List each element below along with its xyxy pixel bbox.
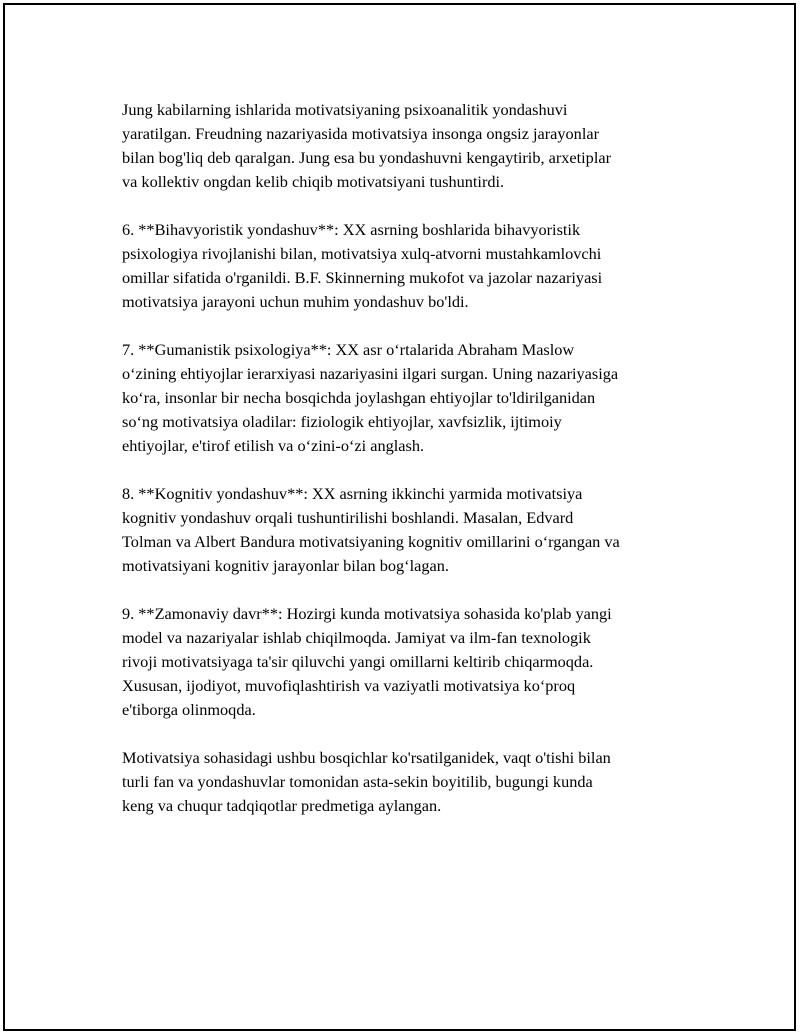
paragraph-jung-psychoanalytic: Jung kabilarning ishlarida motivatsiyaning psixoanalitik yondashuvi yaratilgan. Freudning nazariyasida motivatsiya insonga ongsiz jarayonlar bilan bog'liq deb qaralgan. Jung esa bu yondashuvni kengaytirib, arxetiplar va kollektiv ongdan kelib chiqib motivatsiyani tushuntirdi. <box>122 100 611 191</box>
page-frame <box>3 3 796 1031</box>
paragraph-modern-era: 9. **Zamonaviy davr**: Hozirgi kunda motivatsiya sohasida ko'plab yangi model va nazariyalar ishlab chiqilmoqda. Jamiyat va ilm-fan texnologik rivoji motivatsiyaga ta'sir qiluvchi yangi omillarni keltirib chiqarmoqda. Xususan, ijodiyot, muvofiqlashtirish va vaziyatli motivatsiya ko‘proq e'tiborga olinmoqda. <box>122 604 612 719</box>
paragraph-cognitive-approach: 8. **Kognitiv yondashuv**: XX asrning ikkinchi yarmida motivatsiya kognitiv yondashuv orqali tushuntirilishi boshlandi. Masalan, Edvard Tolman va Albert Bandura motivatsiyaning kognitiv omillarini o‘rgangan va motivatsiyani kognitiv jarayonlar bilan bog‘lagan. <box>122 484 620 575</box>
paragraph-humanistic-psychology: 7. **Gumanistik psixologiya**: XX asr o‘rtalarida Abraham Maslow o‘zining ehtiyojlar ierarxiyasi nazariyasini ilgari surgan. Uning nazariyasiga ko‘ra, insonlar bir necha bosqichda joylashgan ehtiyojlar to'ldirilganidan so‘ng motivatsiya oladilar: fiziologik ehtiyojlar, xavfsizlik, ijtimoiy ehtiyojlar, e'tirof etilish va o‘zini-o‘zi anglash. <box>122 340 619 455</box>
paragraph-conclusion: Motivatsiya sohasidagi ushbu bosqichlar ko'rsatilganidek, vaqt o'tishi bilan turli fan va yondashuvlar tomonidan asta-sekin boyitilib, bugungi kunda keng va chuqur tadqiqotlar predmetiga aylangan. <box>122 748 611 815</box>
document-body <box>122 98 702 818</box>
paragraph-behaviorist-approach: 6. **Bihavyoristik yondashuv**: XX asrning boshlarida bihavyoristik psixologiya rivojlanishi bilan, motivatsiya xulq-atvorni mustahkamlovchi omillar sifatida o'rganildi. B.F. Skinnerning mukofot va jazolar nazariyasi motivatsiya jarayoni uchun muhim yondashuv bo'ldi. <box>122 220 603 311</box>
